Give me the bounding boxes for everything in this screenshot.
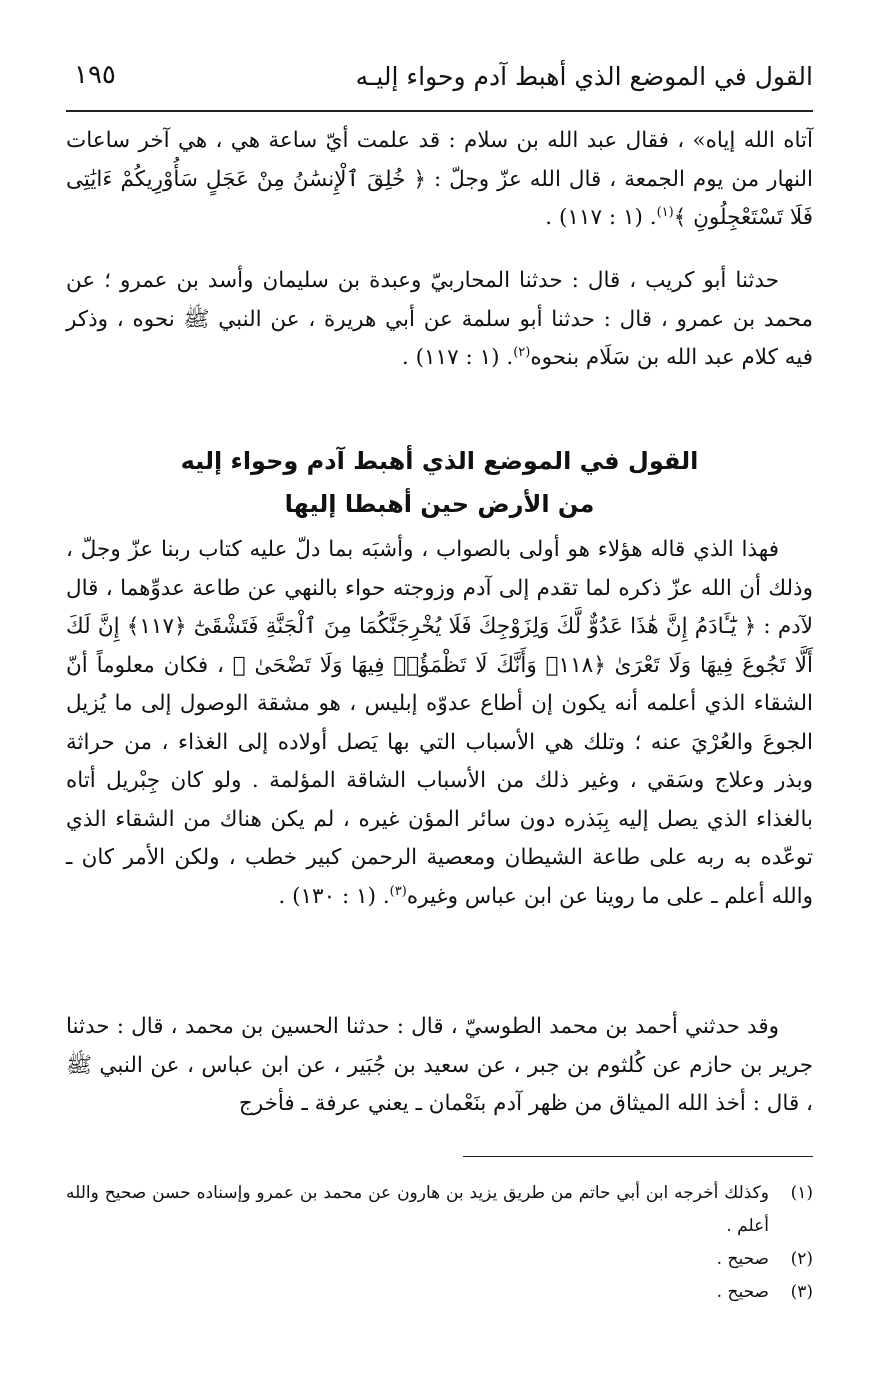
paragraph-1-text: آتاه الله إياه» ، فقال عبد الله بن سلام : قد علمت أيّ ساعة هي ، هي آخر ساعات النهار من يوم الجمعة ، قال الله عزّ وجلّ : ﴿ خُلِقَ ٱلْإِنسَٰنُ مِنْ عَجَلٍ سَأُوْرِيكُمْ ءَايَٰتِى فَلَا تَسْتَعْجِلُونِ ﴾ — [66, 128, 813, 230]
header-divider — [66, 110, 813, 112]
footnote-item — [66, 1177, 813, 1243]
footnotes — [66, 1177, 813, 1309]
footnote-ref-1: (١) — [656, 204, 674, 220]
citation-1: . (١ : ١١٧) . — [545, 205, 657, 230]
footnote-text: وكذلك أخرجه ابن أبي حاتم من طريق يزيد بن هارون عن محمد بن عمرو وإسناده حسن صحيح والله أعلم . — [66, 1183, 769, 1236]
citation-3: . (١ : ١٣٠) . — [278, 883, 390, 909]
footnote-item — [66, 1243, 813, 1276]
paragraph-3 — [66, 531, 813, 916]
section-title-line-2: من الأرض حين أهبطا إليها — [284, 490, 595, 518]
section-title-line-1: القول في الموضع الذي أهبط آدم وحواء إليه — [180, 447, 699, 475]
citation-2: . (١ : ١١٧) . — [401, 345, 514, 370]
page-number: ١٩٥ — [74, 60, 116, 90]
footnote-text: صحيح . — [716, 1249, 769, 1269]
footnote-item — [66, 1276, 813, 1309]
footnote-text: صحيح . — [716, 1282, 769, 1302]
running-header — [66, 60, 813, 104]
paragraph-4 — [66, 1008, 813, 1124]
paragraph-2-text: حدثنا أبو كريب ، قال : حدثنا المحاربيّ وعبدة بن سليمان وأسد بن عمرو ؛ عن محمد بن عمرو ، قال : حدثنا أبو سلمة عن أبي هريرة ، عن النبي ﷺ نحوه ، وذكر فيه كلام عبد الله بن سَلَام بنحوه — [66, 268, 813, 370]
paragraph-3-text: فهذا الذي قاله هؤلاء هو أولى بالصواب ، وأشبَه بما دلّ عليه كتاب ربنا عزّ وجلّ ، وذلك أن الله عزّ ذكره لما تقدم إلى آدم وزوجته حواء بالنهي عن طاعة عدوِّهما ، قال لآدم : ﴿ يَٰٓـَٔادَمُ إِنَّ هَٰذَا عَدُوٌّ لَّكَ وَلِزَوْجِكَ فَلَا يُخْرِجَنَّكُمَا مِنَ ٱلْجَنَّةِ فَتَشْقَىٰٓ ﴿١١٧﴾ إِنَّ لَكَ أَلَّا تَجُوعَ فِيهَا وَلَا تَعْرَىٰ ﴿١١٨﴾ وَأَنَّكَ لَا تَظْمَؤُا۟ فِيهَا وَلَا تَضْحَىٰ ﴾ ، فكان معلوماً أنّ الشقاء الذي أعلمه أنه يكون إن أطاع عدوّه إبليس ، هو مشقة الوصول إلى ما يُزيل الجوعَ والعُرْيَ عنه ؛ وتلك هي الأسباب التي بها يَصل أولاده إلى الغذاء ، من حراثة وبذر وعلاج وسَقي ، وغير ذلك من الأسباب الشاقة المؤلمة . ولو كان جِبْريل أتاه بالغذاء الذي يصل إليه بِبَذره دون سائر المؤن غيره ، لم يكن هناك من الشقاء الذي توعّده به ربه على طاعة الشيطان ومعصية الرحمن كبير خطب ، ولكن الأمر كان ـ والله أعلم ـ على ما روينا عن ابن عباس وغيره — [66, 537, 813, 909]
footnote-number: (٢) — [790, 1249, 813, 1269]
paragraph-4-text: وقد حدثني أحمد بن محمد الطوسيّ ، قال : حدثنا الحسين بن محمد ، قال : حدثنا جرير بن حازم عن كُلثوم بن جبر ، عن سعيد بن جُبَير ، عن ابن عباس ، عن النبي ﷺ ، قال : أخذ الله الميثاق من ظهر آدم بنَعْمان ـ يعني عرفة ـ فأخرج — [66, 1014, 813, 1116]
footnote-number: (٣) — [790, 1282, 813, 1302]
footnote-divider — [463, 1156, 813, 1157]
footnote-ref-2: (٢) — [513, 344, 531, 360]
footnote-number: (١) — [790, 1183, 813, 1203]
footnote-ref-3: (٣) — [389, 883, 407, 899]
running-header-title: القول في الموضع الذي أهبط آدم وحواء إليـه — [355, 62, 813, 91]
paragraph-2 — [66, 262, 813, 378]
paragraph-1 — [66, 122, 813, 238]
